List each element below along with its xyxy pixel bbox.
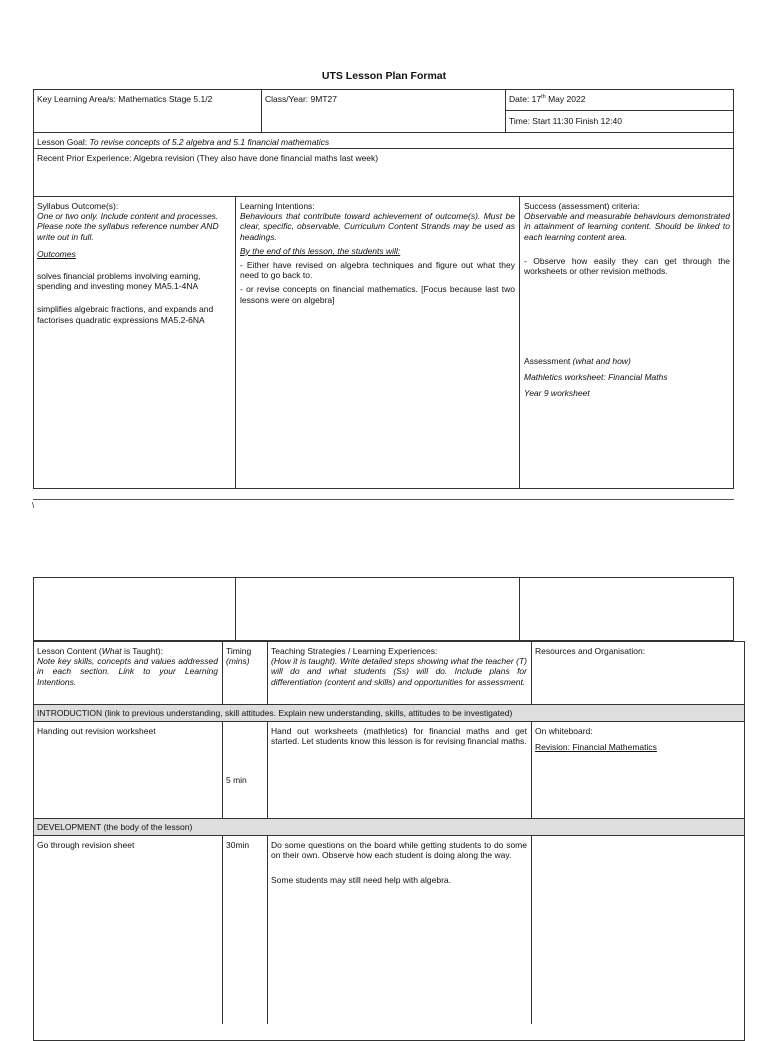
timing-heading: Timing (mins) xyxy=(226,646,252,667)
continued-header-row xyxy=(33,577,734,641)
dev-strategy: Do some questions on the board while getting students to do some on their own. Observe how each student is doing along the way. Some students may still need help with algebra. xyxy=(271,840,527,886)
dev-timing: 30min xyxy=(226,840,250,850)
class-year: Class/Year: 9MT27 xyxy=(265,94,337,104)
intro-strategy: Hand out worksheets (mathletics) for financial maths and get started. Let students know this lesson is for revising financial maths. xyxy=(271,726,527,747)
lesson-goal: Lesson Goal: To revise concepts of 5.2 algebra and 5.1 financial mathematics xyxy=(37,137,330,147)
intro-content: Handing out revision worksheet xyxy=(37,726,156,736)
introduction-banner: INTRODUCTION (link to previous understanding, skill attitudes. Explain new understanding, skills, attitudes to be investigated) xyxy=(34,705,744,721)
development-banner: DEVELOPMENT (the body of the lesson) xyxy=(34,819,744,835)
key-learning-area: Key Learning Area/s: Mathematics Stage 5.1/2 xyxy=(37,94,213,104)
page-divider xyxy=(33,499,734,500)
stray-mark: \ xyxy=(32,501,35,510)
lesson-date: Date: 17th May 2022 xyxy=(509,94,586,104)
syllabus-outcomes: Syllabus Outcome(s): One or two only. Include content and processes. Please note the syllabus reference number AND write out in full. Outcomes solves financial problems involving earning, spending and investing money MA5.1-4NA simplifies algebraic fractions, and expands and factorises quadratic expressions MA5.2-6NA xyxy=(37,201,219,325)
intro-resources: On whiteboard: Revision: Financial Mathematics xyxy=(535,726,657,753)
dev-content: Go through revision sheet xyxy=(37,840,135,850)
lesson-time: Time: Start 11:30 Finish 12:40 xyxy=(509,116,622,126)
page-title: UTS Lesson Plan Format xyxy=(321,70,447,82)
assessment: Assessment (what and how) Mathletics worksheet: Financial Maths Year 9 worksheet xyxy=(524,356,668,399)
prior-experience: Recent Prior Experience: Algebra revision (They also have done financial maths last week) xyxy=(37,153,379,163)
success-criteria: Success (assessment) criteria: Observable and measurable behaviours demonstrated in attainment of learning content. Should be linked to each learning content area. - Observe how easily they can get through the worksheets or other revision methods. xyxy=(524,201,730,276)
intro-timing: 5 min xyxy=(226,775,247,785)
learning-intentions: Learning Intentions: Behaviours that contribute toward achievement of outcome(s). Must be clear, specific, observable. Curriculum Content Strands may be used as headings. By the end of this lesson, the students will: - Either have revised on algebra techniques and figure out what they need to go back to. - or revise concepts on financial mathematics. [Focus because last two lessons were on algebra] xyxy=(240,201,515,305)
strategies-heading: Teaching Strategies / Learning Experiences: (How it is taught). Write detailed steps showing what the teacher (T) will do and what students (Ss) will do. Include plans for differentiation (content and skills) and opportunities for assessment. xyxy=(271,646,527,687)
content-heading: Lesson Content (What is Taught): Note key skills, concepts and values addressed in each section. Link to your Learning Intentions. xyxy=(37,646,218,687)
resources-heading: Resources and Organisation: xyxy=(535,646,646,656)
